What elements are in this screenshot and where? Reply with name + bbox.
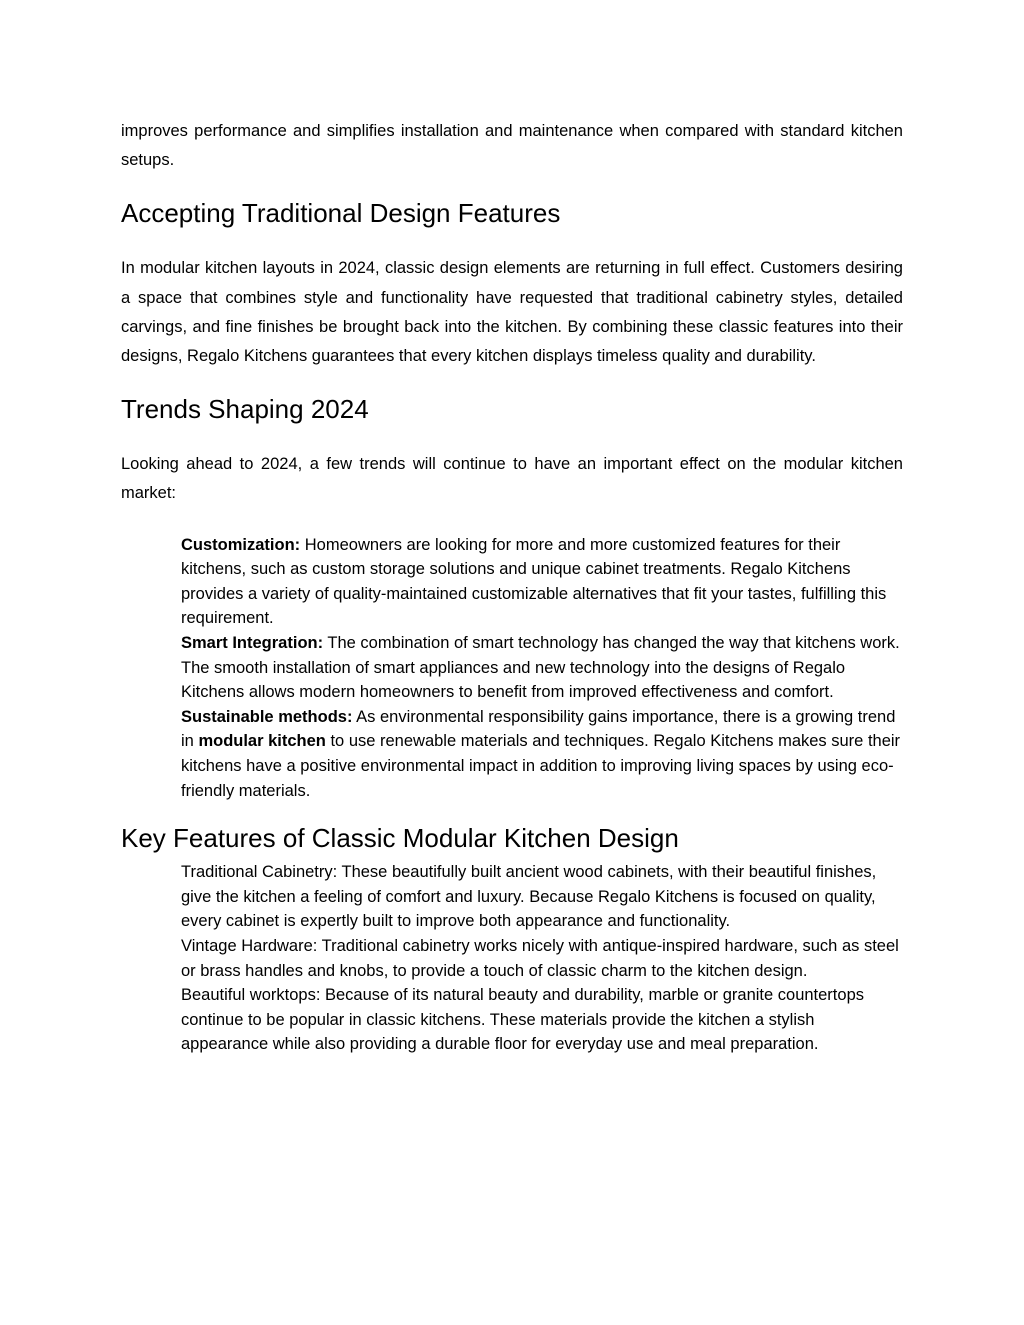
term-sustainable-methods: Sustainable methods: xyxy=(181,707,353,726)
trends-intro-paragraph: Looking ahead to 2024, a few trends will continue to have an important effect on the modular kitchen market: xyxy=(121,455,903,503)
heading-traditional-design: Accepting Traditional Design Features xyxy=(121,198,561,229)
list-item-sustainable-methods xyxy=(181,705,903,803)
list-item-traditional-cabinetry: Traditional Cabinetry: These beautifully built ancient wood cabinets, with their beautiful finishes, give the kitchen a feeling of comfort and luxury. Because Regalo Kitchens is focused on quality, every cabinet is expertly built to improve both appearance and functionality. xyxy=(181,863,877,931)
desc-smart-integration: The combination of smart technology has changed the way that kitchens work. The smooth installation of smart appliances and new technology into the designs of Regalo Kitchens allows modern homeowners to benefit from improved effectiveness and comfort. xyxy=(181,634,900,702)
trends-list xyxy=(121,533,903,804)
heading-trends-2024: Trends Shaping 2024 xyxy=(121,394,369,425)
desc-sustainable-methods-end: to use renewable materials and techniques. Regalo Kitchens makes sure their kitchens have a positive environmental impact in addition to improving living spaces by using eco-friendly materials. xyxy=(181,732,901,800)
desc-customization: Homeowners are looking for more and more customized features for their kitchens, such as custom storage solutions and unique cabinet treatments. Regalo Kitchens provides a variety of quality-maintained customizable alternatives that fit your tastes, fulfilling this requirement. xyxy=(181,535,887,628)
intro-paragraph: improves performance and simplifies installation and maintenance when compared with standard kitchen setups. xyxy=(121,122,903,170)
features-list xyxy=(121,860,903,1057)
list-item-beautiful-worktops: Beautiful worktops: Because of its natural beauty and durability, marble or granite countertops continue to be popular in classic kitchens. These materials provide the kitchen a stylish appearance while also providing a durable floor for everyday use and meal preparation. xyxy=(181,986,864,1054)
list-item-vintage-hardware: Vintage Hardware: Traditional cabinetry works nicely with antique-inspired hardware, such as steel or brass handles and knobs, to provide a touch of classic charm to the kitchen design. xyxy=(181,936,899,980)
list-item-customization xyxy=(181,533,903,631)
list-item-smart-integration xyxy=(181,631,903,705)
modular-kitchen-link[interactable]: modular kitchen xyxy=(198,732,326,751)
document-page xyxy=(121,117,903,1057)
heading-key-features: Key Features of Classic Modular Kitchen Design xyxy=(121,823,679,854)
desc-sustainable-methods-start: As environmental responsibility gains importance, there is a growing trend in xyxy=(181,707,896,751)
term-customization: Customization: xyxy=(181,535,301,554)
traditional-design-paragraph: In modular kitchen layouts in 2024, classic design elements are returning in full effect. Customers desiring a space that combines style and functionality have requested that traditional cabinetry styles, detailed carvings, and fine finishes be brought back into the kitchen. By combining these classic features into their designs, Regalo Kitchens guarantees that every kitchen displays timeless quality and durability. xyxy=(121,259,903,366)
term-smart-integration: Smart Integration: xyxy=(181,634,324,652)
